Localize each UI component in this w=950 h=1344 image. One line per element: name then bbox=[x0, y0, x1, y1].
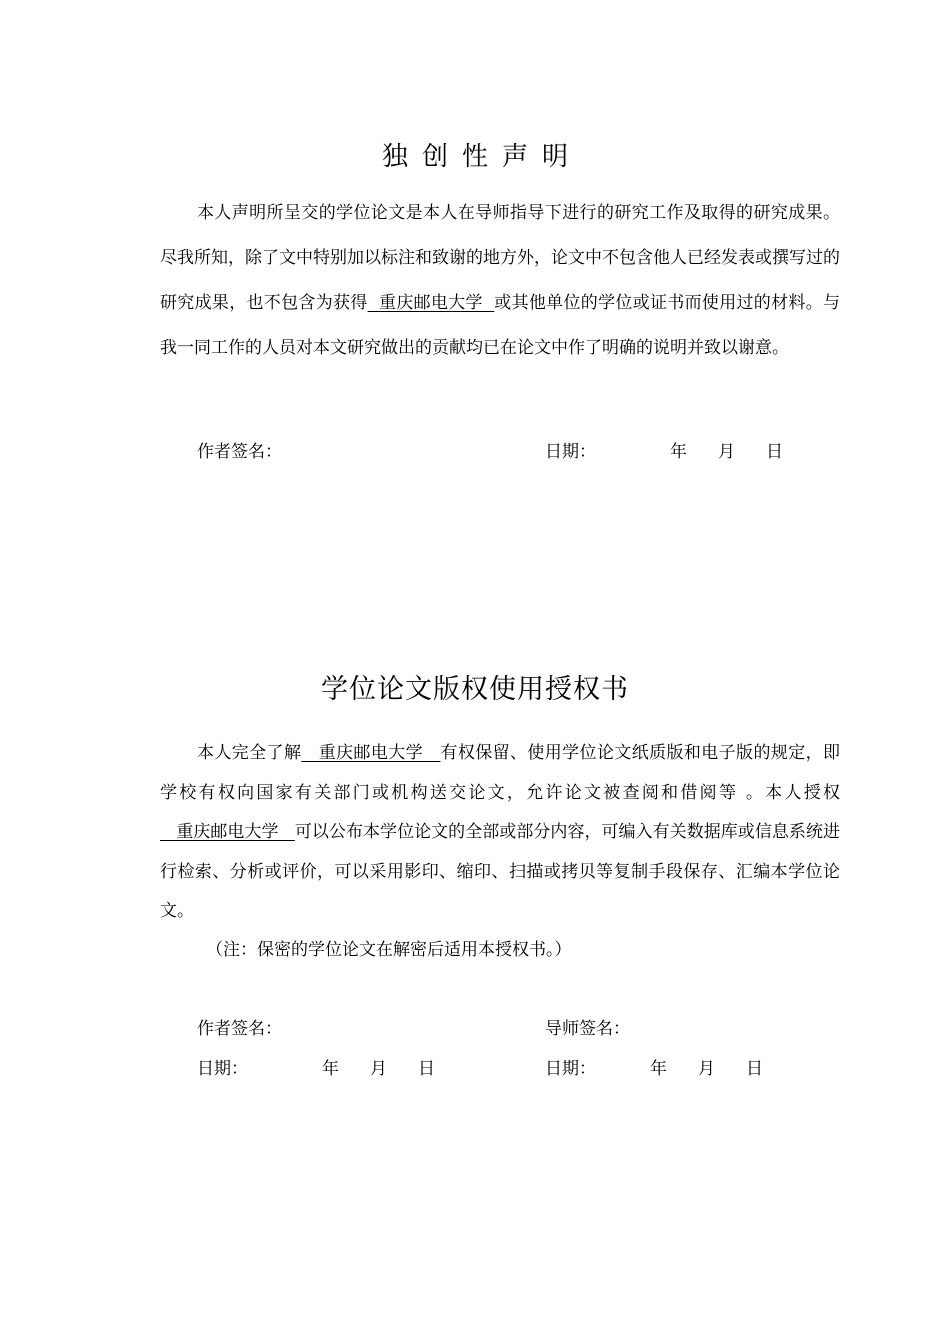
authorization-author-signature-label: 作者签名： bbox=[197, 1019, 282, 1039]
declaration-author-signature-label: 作者签名： bbox=[197, 442, 282, 462]
declaration-text-2: 或其他单位的学位或证书而使用过的材料。与我一同工作的人员对本文研究做出的贡献均已在论文中作了明确的说明并致以谢意。 bbox=[160, 293, 840, 358]
authorization-advisor-month: 月 bbox=[698, 1059, 715, 1079]
authorization-advisor-date-label: 日期： bbox=[545, 1059, 596, 1079]
authorization-advisor-year: 年 bbox=[650, 1059, 667, 1079]
authorization-author-year: 年 bbox=[322, 1059, 339, 1079]
declaration-year: 年 bbox=[670, 442, 687, 462]
authorization-author-day: 日 bbox=[418, 1059, 435, 1079]
authorization-text-3: 可以公布本学位论文的全部或部分内容，可编入有关数据库或信息系统进行检索、分析或评价，可以采用影印、缩印、扫描或拷贝等复制手段保存、汇编本学位论文。 bbox=[160, 822, 840, 921]
authorization-note: （注：保密的学位论文在解密后适用本授权书。） bbox=[206, 940, 572, 960]
authorization-advisor-day: 日 bbox=[746, 1059, 763, 1079]
declaration-title: 独创性声明 bbox=[381, 142, 582, 172]
authorization-paragraph bbox=[160, 734, 840, 932]
university-underlined-2: 重庆邮电大学 bbox=[160, 822, 295, 842]
declaration-month: 月 bbox=[718, 442, 735, 462]
declaration-date-label: 日期： bbox=[545, 442, 596, 462]
authorization-author-date-label: 日期： bbox=[197, 1059, 248, 1079]
authorization-advisor-signature-label: 导师签名： bbox=[545, 1019, 630, 1039]
university-underlined-1: 重庆邮电大学 bbox=[301, 743, 441, 763]
declaration-text-1: 本人声明所呈交的学位论文是本人在导师指导下进行的研究工作及取得的研究成果。尽我所知，除了文中特别加以标注和致谢的地方外，论文中不包含他人已经发表或撰写过的研究成果，也不包含为获得 bbox=[160, 203, 840, 313]
declaration-day: 日 bbox=[766, 442, 783, 462]
authorization-text-2: 有权保留、使用学位论文纸质版和电子版的规定，即学校有权向国家有关部门或机构送交论文，允许论文被查阅和借阅等 。本人授权 bbox=[160, 743, 840, 803]
authorization-author-month: 月 bbox=[370, 1059, 387, 1079]
authorization-title: 学位论文版权使用授权书 bbox=[321, 674, 629, 705]
declaration-paragraph bbox=[160, 191, 840, 371]
authorization-text-1: 本人完全了解 bbox=[197, 743, 302, 763]
university-underlined: 重庆邮电大学 bbox=[367, 293, 495, 313]
